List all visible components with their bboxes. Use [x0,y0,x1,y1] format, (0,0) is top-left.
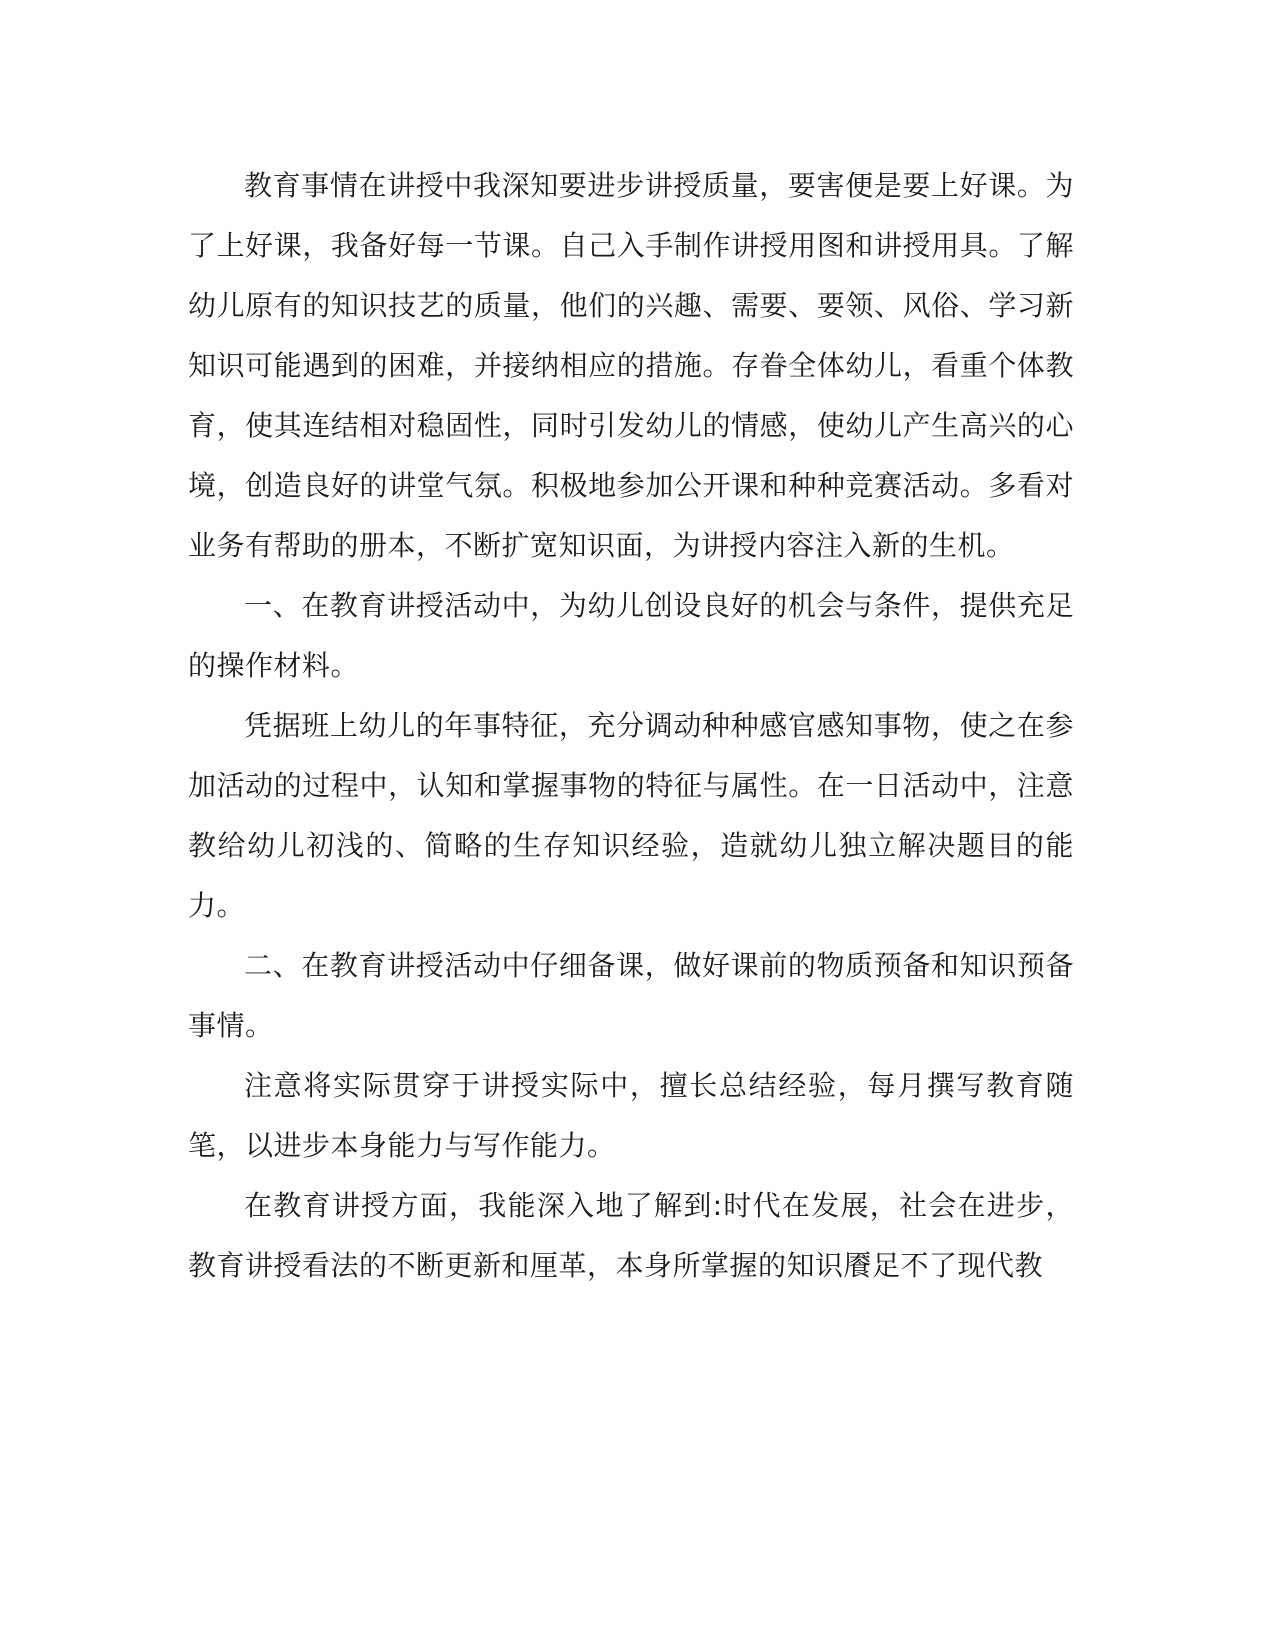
paragraph-4: 二、在教育讲授活动中仔细备课，做好课前的物质预备和知识预备事情。 [188,949,1074,1042]
paragraph-1: 教育事情在讲授中我深知要进步讲授质量，要害便是要上好课。为了上好课，我备好每一节课。自己入手制作讲授用图和讲授用具。了解幼儿原有的知识技艺的质量，他们的兴趣、需要、要领、风俗、学习新知识可能遇到的困难，并接纳相应的措施。存眷全体幼儿，看重个体教育，使其连结相对稳固性，同时引发幼儿的情感，使幼儿产生高兴的心境，创造良好的讲堂气氛。积极地参加公开课和种种竞赛活动。多看对业务有帮助的册本，不断扩宽知识面，为讲授内容注入新的生机。 [188,169,1074,562]
paragraph-6: 在教育讲授方面，我能深入地了解到:时代在发展，社会在进步，教育讲授看法的不断更新和厘革，本身所掌握的知识餍足不了现代教 [188,1189,1074,1282]
document-body [188,156,1074,1296]
paragraph-3: 凭据班上幼儿的年事特征，充分调动种种感官感知事物，使之在参加活动的过程中，认知和掌握事物的特征与属性。在一日活动中，注意教给幼儿初浅的、简略的生存知识经验，造就幼儿独立解决题目的能力。 [188,709,1074,922]
paragraph-5: 注意将实际贯穿于讲授实际中，擅长总结经验，每月撰写教育随笔，以进步本身能力与写作能力。 [188,1069,1074,1162]
paragraph-2: 一、在教育讲授活动中，为幼儿创设良好的机会与条件，提供充足的操作材料。 [188,589,1074,682]
